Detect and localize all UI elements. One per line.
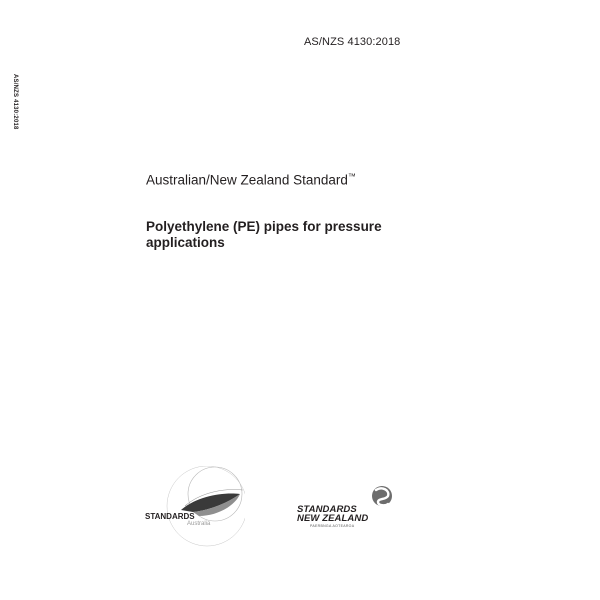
standards-nz-line2: NEW ZEALAND — [297, 513, 369, 524]
trademark-symbol: ™ — [347, 172, 356, 181]
standards-nz-subtext: PAERBNGA AOTEAROA — [310, 524, 355, 528]
standards-australia-wordmark: STANDARDS — [145, 512, 195, 521]
standard-number: AS/NZS 4130:2018 — [304, 36, 401, 48]
standards-nz-wordmark — [297, 505, 368, 523]
standards-nz-line1: STANDARDS — [297, 504, 357, 515]
spine-standard-number: AS/NZS 4130:2018 — [12, 74, 18, 130]
standards-australia-subtext: Australia — [187, 521, 211, 527]
standard-series — [146, 172, 356, 188]
series-label: Australian/New Zealand Standard — [146, 172, 348, 188]
document-title: Polyethylene (PE) pipes for pressure applications — [146, 219, 382, 250]
